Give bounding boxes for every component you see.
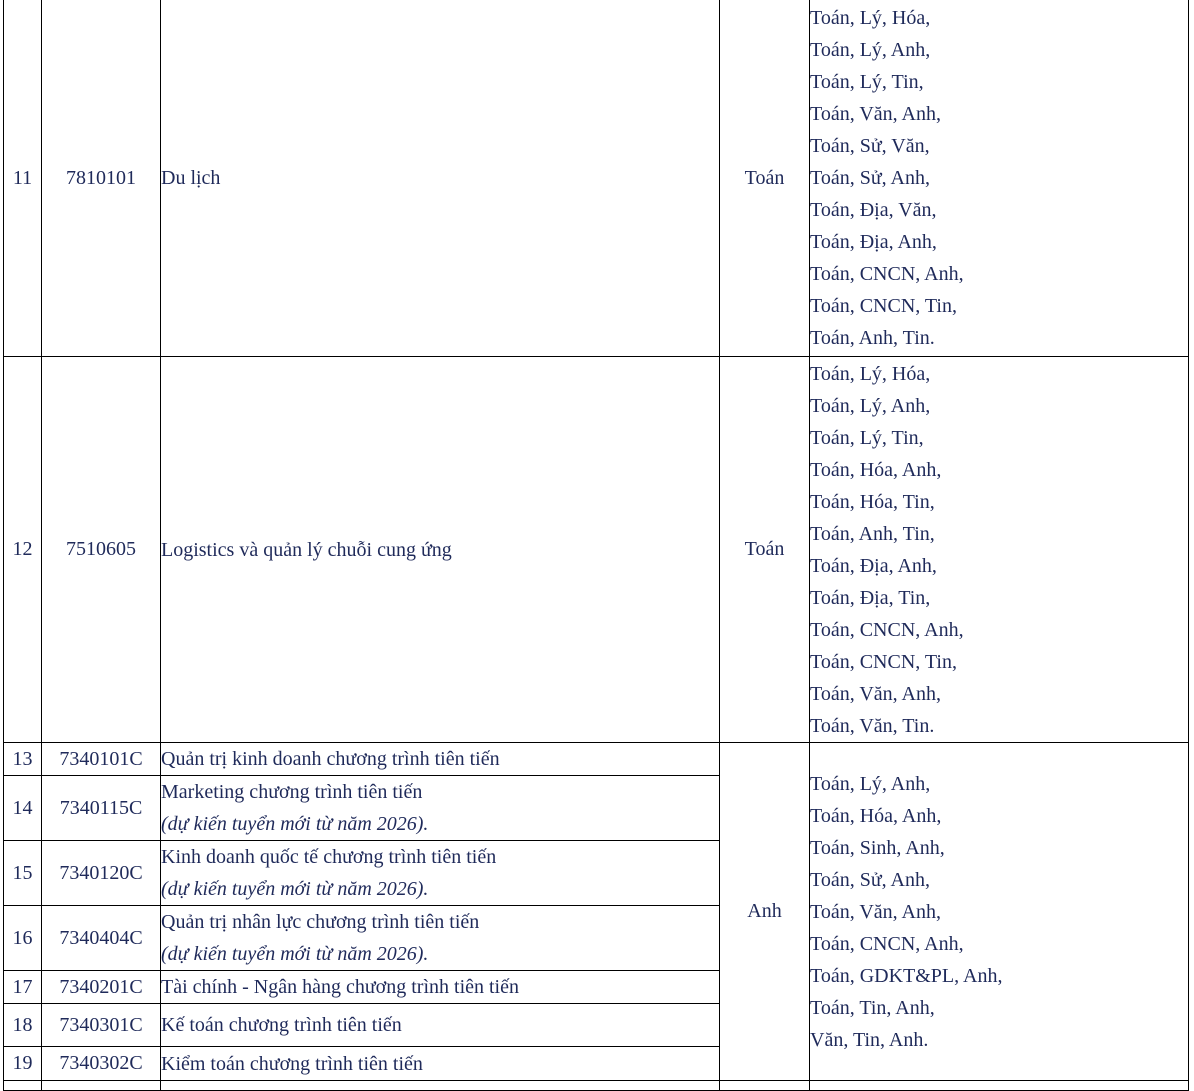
table-row	[4, 743, 1189, 776]
table-row	[4, 0, 1189, 357]
combo-item: Toán, Văn, Tin.	[810, 714, 935, 737]
program-name	[161, 0, 720, 357]
program-name-text: Du lịch	[161, 167, 221, 189]
combo-item: Toán, Văn, Anh,	[810, 900, 941, 923]
combo-item: Toán, CNCN, Anh,	[810, 618, 964, 641]
combo-item: Toán, Hóa, Tin,	[810, 490, 935, 513]
program-name-text: Marketing chương trình tiên tiến	[161, 781, 423, 803]
combo-item: Toán, Lý, Anh,	[810, 772, 931, 795]
program-code: 7340302C	[42, 1047, 161, 1081]
program-code: 7510605	[42, 357, 161, 743]
program-code: 7340404C	[42, 906, 161, 971]
program-name-text: Logistics và quản lý chuỗi cung ứng	[161, 538, 452, 561]
combo-item: Toán, Lý, Anh,	[810, 394, 931, 417]
combo-item: Toán, Địa, Anh,	[810, 554, 937, 577]
row-number: 11	[4, 0, 42, 357]
program-name-text: Kinh doanh quốc tế chương trình tiên tiến	[161, 846, 497, 868]
combo-item: Toán, Văn, Anh,	[810, 682, 941, 705]
combo-item: Toán, Hóa, Anh,	[810, 458, 942, 481]
combo-item: Toán, Sử, Anh,	[810, 167, 930, 189]
combo-item: Toán, Lý, Hóa,	[810, 362, 931, 385]
program-code: 7340301C	[42, 1004, 161, 1047]
subject-combinations	[810, 743, 1189, 1081]
combo-item: Toán, Sinh, Anh,	[810, 836, 945, 859]
admission-table	[3, 0, 1189, 1091]
program-name-text: Kiểm toán chương trình tiên tiến	[161, 1052, 423, 1075]
combo-item: Văn, Tin, Anh.	[810, 1028, 929, 1051]
program-note: (dự kiến tuyển mới từ năm 2026).	[161, 943, 429, 965]
program-code: 7340115C	[42, 776, 161, 841]
combo-item: Toán, GDKT&PL, Anh,	[810, 964, 1003, 987]
row-number: 18	[4, 1004, 42, 1047]
combo-item: Toán, Địa, Anh,	[810, 231, 937, 253]
combo-item: Toán, Tin, Anh,	[810, 996, 935, 1019]
subject-combinations	[810, 0, 1189, 357]
combo-item: Toán, Anh, Tin.	[810, 327, 935, 349]
combo-item: Toán, Địa, Tin,	[810, 586, 931, 609]
program-name	[161, 1047, 720, 1081]
row-number: 16	[4, 906, 42, 971]
combo-item: Toán, Sử, Anh,	[810, 868, 930, 891]
table-row	[4, 357, 1189, 743]
row-number: 13	[4, 743, 42, 776]
combo-item: Toán, Hóa, Anh,	[810, 804, 942, 827]
main-subject: Toán	[720, 357, 810, 743]
program-code: 7340201C	[42, 971, 161, 1004]
program-name	[161, 743, 720, 776]
program-name	[161, 776, 720, 841]
combo-item: Toán, Sử, Văn,	[810, 135, 930, 157]
combo-item: Toán, CNCN, Anh,	[810, 932, 964, 955]
combo-item: Toán, Văn, Anh,	[810, 103, 941, 125]
program-note: (dự kiến tuyển mới từ năm 2026).	[161, 813, 429, 835]
program-name-text: Kế toán chương trình tiên tiến	[161, 1014, 402, 1036]
program-name	[161, 906, 720, 971]
program-name	[161, 357, 720, 743]
program-name	[161, 1004, 720, 1047]
combo-item: Toán, CNCN, Tin,	[810, 295, 957, 317]
program-note: (dự kiến tuyển mới từ năm 2026).	[161, 878, 429, 900]
program-code: 7340120C	[42, 841, 161, 906]
program-name	[161, 971, 720, 1004]
program-name-text: Tài chính - Ngân hàng chương trình tiên tiến	[161, 976, 519, 998]
combo-item: Toán, Lý, Anh,	[810, 39, 931, 61]
program-name-text: Quản trị kinh doanh chương trình tiên tiến	[161, 748, 500, 770]
combo-item: Toán, Anh, Tin,	[810, 522, 935, 545]
row-number: 12	[4, 357, 42, 743]
row-number: 15	[4, 841, 42, 906]
main-subject: Anh	[720, 743, 810, 1081]
main-subject: Toán	[720, 0, 810, 357]
program-code: 7810101	[42, 0, 161, 357]
row-number: 17	[4, 971, 42, 1004]
program-code: 7340101C	[42, 743, 161, 776]
row-number: 19	[4, 1047, 42, 1081]
combo-item: Toán, Địa, Văn,	[810, 199, 937, 221]
combo-item: Toán, Lý, Tin,	[810, 71, 924, 93]
combo-item: Toán, CNCN, Anh,	[810, 263, 964, 285]
row-number: 14	[4, 776, 42, 841]
subject-combinations	[810, 357, 1189, 743]
program-name	[161, 841, 720, 906]
combo-item: Toán, CNCN, Tin,	[810, 650, 957, 673]
combo-item: Toán, Lý, Tin,	[810, 426, 924, 449]
combo-item: Toán, Lý, Hóa,	[810, 7, 931, 29]
program-name-text: Quản trị nhân lực chương trình tiên tiến	[161, 911, 480, 933]
